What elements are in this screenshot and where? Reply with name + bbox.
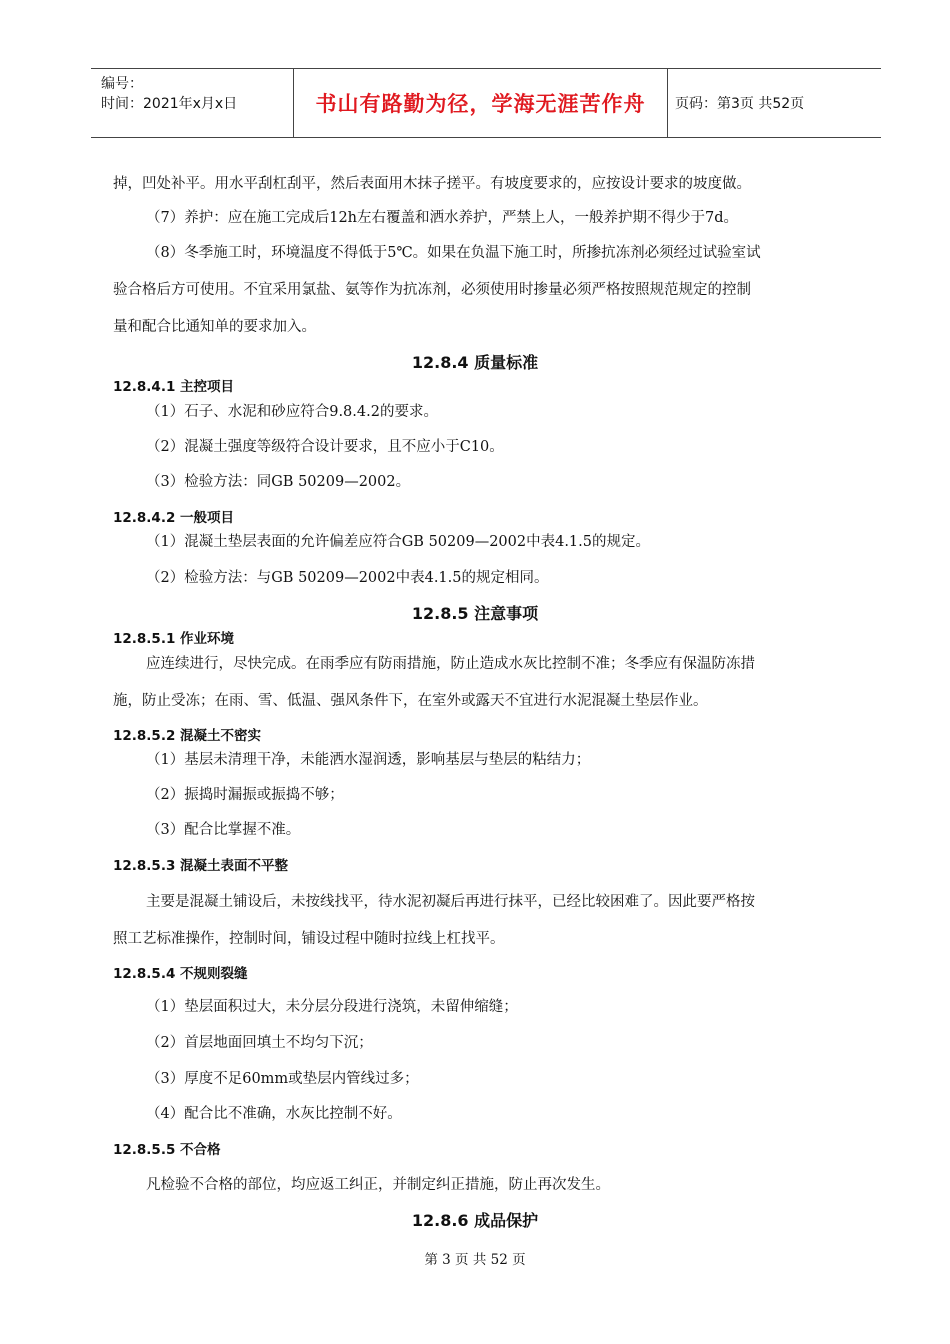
page-footer: 第 3 页 共 52 页: [424, 1252, 526, 1268]
list-item: （1）混凝土垫层表面的允许偏差应符合GB 50209—2002中表4.1.5的规定。: [146, 534, 650, 550]
section-heading: 12.8.4 质量标准: [411, 353, 539, 372]
list-item: （4）配合比不准确，水灰比控制不好。: [146, 1106, 402, 1122]
paragraph: 照工艺标准操作，控制时间，铺设过程中随时拉线上杠找平。: [113, 931, 505, 947]
list-item: （2）混凝土强度等级符合设计要求，且不应小于C10。: [146, 439, 504, 455]
paragraph: （7）养护：应在施工完成后12h左右覆盖和洒水养护，严禁上人，一般养护期不得少于7d。: [146, 210, 739, 226]
paragraph: 凡检验不合格的部位，均应返工纠正，并制定纠正措施，防止再次发生。: [146, 1177, 610, 1193]
paragraph: 量和配合比通知单的要求加入。: [113, 319, 316, 335]
paragraph: 施，防止受冻；在雨、雪、低温、强风条件下，在室外或露天不宜进行水泥混凝土垫层作业。: [113, 693, 708, 709]
subsection-heading: 12.8.4.2 一般项目: [113, 510, 235, 526]
header-motto-cell: [293, 69, 668, 137]
header-info-cell: [91, 69, 293, 137]
list-item: （2）检验方法：与GB 50209—2002中表4.1.5的规定相同。: [146, 570, 549, 586]
section-heading: 12.8.6 成品保护: [411, 1211, 539, 1230]
subsection-heading: 12.8.5.5 不合格: [113, 1142, 221, 1158]
list-item: （2）首层地面回填土不均匀下沉；: [146, 1035, 373, 1051]
subsection-heading: 12.8.5.3 混凝土表面不平整: [113, 858, 289, 874]
header-number: 编号：: [101, 76, 143, 92]
subsection-heading: 12.8.5.4 不规则裂缝: [113, 966, 248, 982]
list-item: （3）厚度不足60mm或垫层内管线过多；: [146, 1071, 419, 1087]
list-item: （1）垫层面积过大，未分层分段进行浇筑，未留伸缩缝；: [146, 999, 518, 1015]
list-item: （2）振捣时漏振或振捣不够；: [146, 787, 344, 803]
subsection-heading: 12.8.5.1 作业环境: [113, 631, 235, 647]
header-time: 时间：2021年x月x日: [101, 96, 238, 112]
section-heading: 12.8.5 注意事项: [411, 604, 539, 623]
paragraph: （8）冬季施工时，环境温度不得低于5℃。如果在负温下施工时，所掺抗冻剂必须经过试验室试: [146, 245, 761, 261]
subsection-heading: 12.8.4.1 主控项目: [113, 379, 235, 395]
list-item: （1）基层未清理干净，未能洒水湿润透，影响基层与垫层的粘结力；: [146, 752, 591, 768]
header-page-number: 页码：第3页 共52页: [675, 96, 805, 112]
paragraph: 主要是混凝土铺设后，未按线找平，待水泥初凝后再进行抹平，已经比较困难了。因此要严格按: [146, 894, 755, 910]
page-header: [91, 68, 881, 138]
header-page-cell: [667, 69, 881, 137]
subsection-heading: 12.8.5.2 混凝土不密实: [113, 728, 262, 744]
paragraph: 验合格后方可使用。不宜采用氯盐、氨等作为抗冻剂，必须使用时掺量必须严格按照规范规定的控制: [113, 282, 751, 298]
paragraph: 应连续进行，尽快完成。在雨季应有防雨措施，防止造成水灰比控制不准；冬季应有保温防冻措: [146, 656, 755, 672]
header-motto: 书山有路勤为径，学海无涯苦作舟: [315, 92, 646, 116]
paragraph: 掉，凹处补平。用水平刮杠刮平，然后表面用木抹子搓平。有坡度要求的，应按设计要求的坡度做。: [113, 176, 751, 192]
list-item: （3）配合比掌握不准。: [146, 822, 301, 838]
list-item: （3）检验方法：同GB 50209—2002。: [146, 474, 411, 490]
list-item: （1）石子、水泥和砂应符合9.8.4.2的要求。: [146, 404, 438, 420]
